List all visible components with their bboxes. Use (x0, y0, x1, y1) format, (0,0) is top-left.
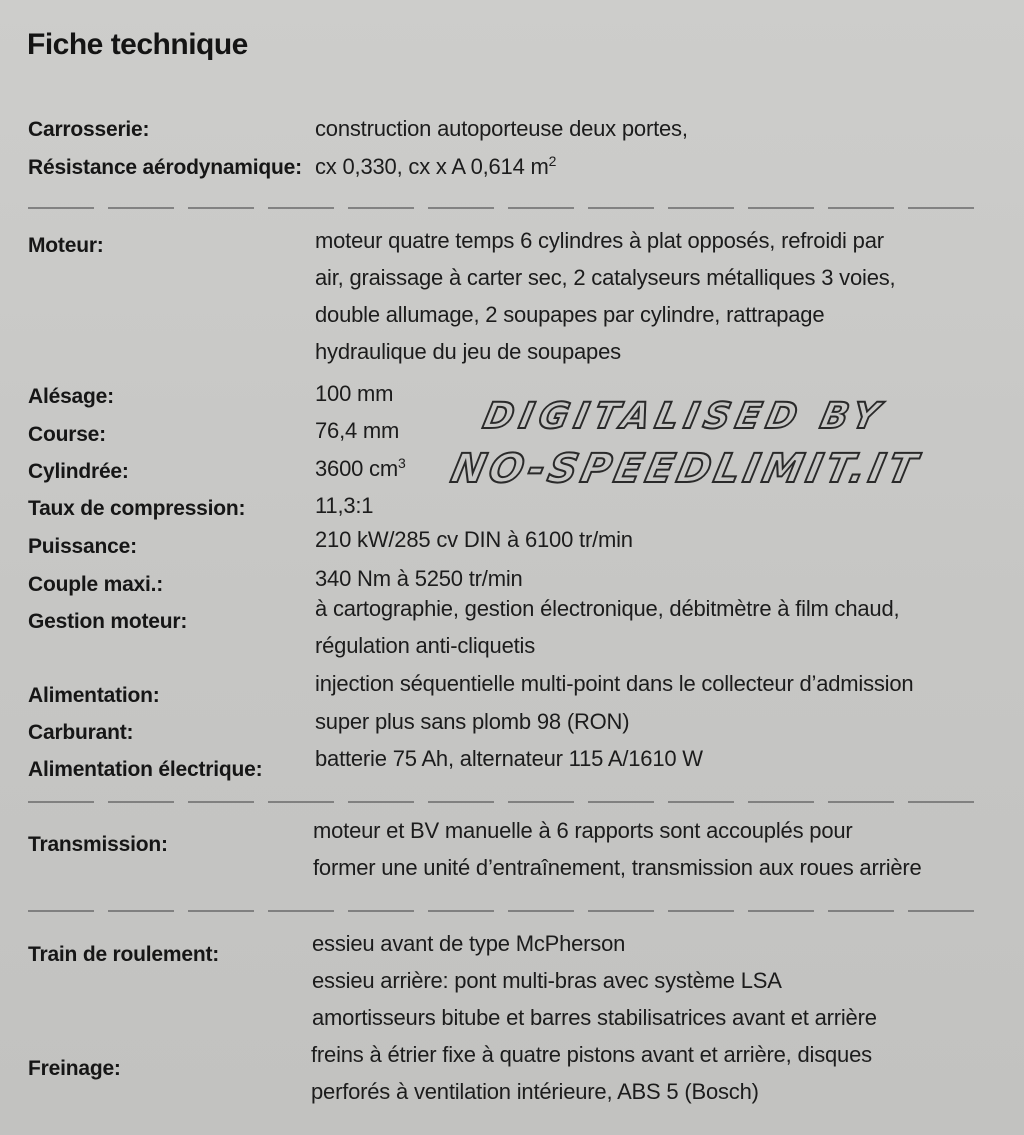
label-puissance: Puissance: (28, 535, 137, 558)
value-aero (315, 148, 556, 185)
value-carrosserie (315, 110, 688, 147)
value-line: perforés à ventilation intérieure, ABS 5 (Bosch) (311, 1079, 759, 1104)
label-electrique: Alimentation électrique: (28, 758, 263, 781)
value-line: hydraulique du jeu de soupapes (315, 339, 621, 364)
value-moteur (315, 222, 895, 370)
value-line: former une unité d’entraînement, transmission aux roues arrière (313, 855, 922, 880)
label-alesage: Alésage: (28, 385, 114, 408)
separator (28, 910, 978, 912)
value-gestion (315, 590, 899, 664)
value-line: batterie 75 Ah, alternateur 115 A/1610 W (315, 746, 703, 771)
label-gestion: Gestion moteur: (28, 610, 188, 633)
watermark-line-1: DIGITALISED BY (479, 396, 890, 437)
separator (28, 801, 978, 803)
value-line: régulation anti-cliquetis (315, 633, 536, 658)
value-line: 100 mm (315, 381, 394, 406)
page-title: Fiche technique (27, 28, 248, 61)
label-carrosserie: Carrosserie: (28, 118, 150, 141)
label-couple: Couple maxi.: (28, 573, 164, 596)
label-alimentation: Alimentation: (28, 684, 160, 707)
value-line: essieu avant de type McPherson (312, 931, 626, 956)
value-alesage (315, 375, 393, 412)
label-aero: Résistance aérodynamique: (28, 156, 302, 179)
value-compression (315, 487, 373, 524)
label-course: Course: (28, 423, 106, 446)
value-line: à cartographie, gestion électronique, débitmètre à film chaud, (315, 596, 900, 621)
watermark-line-2: NO-SPEEDLIMIT.IT (447, 446, 925, 492)
value-line: moteur et BV manuelle à 6 rapports sont accouplés pour (313, 818, 853, 843)
value-transmission (313, 812, 922, 886)
superscript: 3 (397, 455, 406, 471)
label-cylindree: Cylindrée: (28, 460, 129, 483)
superscript: 2 (548, 153, 557, 169)
value-course (315, 412, 399, 449)
value-line: moteur quatre temps 6 cylindres à plat opposés, refroidi par (315, 228, 884, 253)
value-cylindree-text: 3600 cm (315, 456, 398, 481)
label-train: Train de roulement: (28, 943, 220, 966)
value-line: amortisseurs bitube et barres stabilisatrices avant et arrière (312, 1005, 877, 1030)
value-line: double allumage, 2 soupapes par cylindre, rattrapage (315, 302, 825, 327)
value-carburant (315, 703, 629, 740)
value-line: construction autoporteuse deux portes, (315, 116, 688, 141)
separator (28, 207, 978, 209)
value-line: air, graissage à carter sec, 2 catalyseurs métalliques 3 voies, (315, 265, 896, 290)
value-electrique (315, 740, 703, 777)
value-freinage (311, 1036, 872, 1110)
label-compression: Taux de compression: (28, 497, 246, 520)
value-alimentation (315, 665, 913, 702)
value-train (312, 925, 877, 1036)
value-puissance (315, 521, 633, 558)
value-cylindree (315, 450, 406, 487)
value-line: 76,4 mm (315, 418, 400, 443)
label-freinage: Freinage: (28, 1057, 121, 1080)
label-moteur: Moteur: (28, 234, 104, 257)
value-line: injection séquentielle multi-point dans le collecteur d’admission (315, 671, 914, 696)
label-carburant: Carburant: (28, 721, 134, 744)
value-line: 210 kW/285 cv DIN à 6100 tr/min (315, 527, 633, 552)
value-line: essieu arrière: pont multi-bras avec système LSA (312, 968, 782, 993)
value-aero-text: cx 0,330, cx x A 0,614 m (315, 154, 549, 179)
label-transmission: Transmission: (28, 833, 168, 856)
value-line: 340 Nm à 5250 tr/min (315, 566, 523, 591)
value-line: 11,3:1 (315, 493, 374, 518)
value-line: freins à étrier fixe à quatre pistons avant et arrière, disques (311, 1042, 872, 1067)
value-line: super plus sans plomb 98 (RON) (315, 709, 630, 734)
